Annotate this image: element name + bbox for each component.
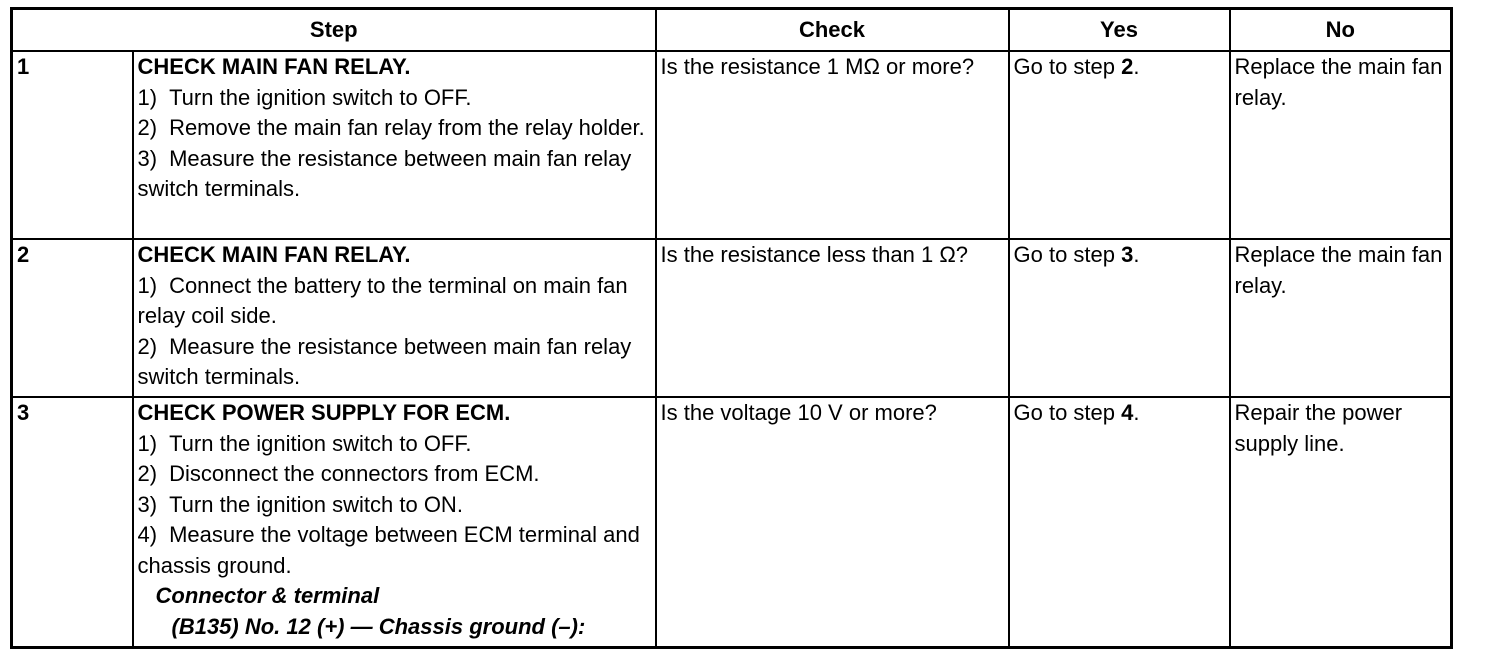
substep: 1) Turn the ignition switch to OFF. [137, 84, 472, 110]
no-cell: Replace the main fan relay. [1230, 51, 1452, 239]
substep: 2) Measure the resistance between main fan relay switch terminals. [137, 333, 632, 389]
header-yes: Yes [1009, 9, 1230, 52]
connector-label: Connector & terminal [155, 583, 380, 608]
header-row [12, 9, 1452, 52]
connector-value: (B135) No. 12 (+) — Chassis ground (–): [171, 613, 586, 639]
step-title: CHECK POWER SUPPLY FOR ECM. [137, 400, 511, 425]
substep: 3) Measure the resistance between main fan relay switch terminals. [137, 145, 632, 201]
step-cell [133, 397, 656, 647]
substep: 1) Turn the ignition switch to OFF. [137, 430, 472, 456]
header-step: Step [12, 9, 656, 52]
header-check: Check [656, 9, 1009, 52]
step-number: 3 [12, 397, 133, 647]
table-row [12, 51, 1452, 239]
yes-cell: Go to step 4. [1009, 397, 1230, 647]
yes-cell: Go to step 2. [1009, 51, 1230, 239]
step-title: CHECK MAIN FAN RELAY. [137, 242, 411, 267]
step-number: 2 [12, 239, 133, 397]
step-cell [133, 239, 656, 397]
table-row [12, 239, 1452, 397]
substep: 2) Disconnect the connectors from ECM. [137, 461, 540, 486]
check-cell: Is the resistance 1 MΩ or more? [656, 51, 1009, 239]
check-cell: Is the voltage 10 V or more? [656, 397, 1009, 647]
substep: 2) Remove the main fan relay from the relay holder. [137, 115, 645, 140]
step-cell [133, 51, 656, 239]
check-cell: Is the resistance less than 1 Ω? [656, 239, 1009, 397]
substep: 4) Measure the voltage between ECM terminal and chassis ground. [137, 522, 640, 578]
step-number: 1 [12, 51, 133, 239]
diagnostic-table [10, 7, 1453, 649]
step-title: CHECK MAIN FAN RELAY. [137, 54, 411, 79]
table-row [12, 397, 1452, 647]
yes-cell: Go to step 3. [1009, 239, 1230, 397]
substep: 1) Connect the battery to the terminal on main fan relay coil side. [137, 272, 628, 328]
substep: 3) Turn the ignition switch to ON. [137, 491, 463, 517]
no-cell: Repair the power supply line. [1230, 397, 1452, 647]
header-no: No [1230, 9, 1452, 52]
no-cell: Replace the main fan relay. [1230, 239, 1452, 397]
